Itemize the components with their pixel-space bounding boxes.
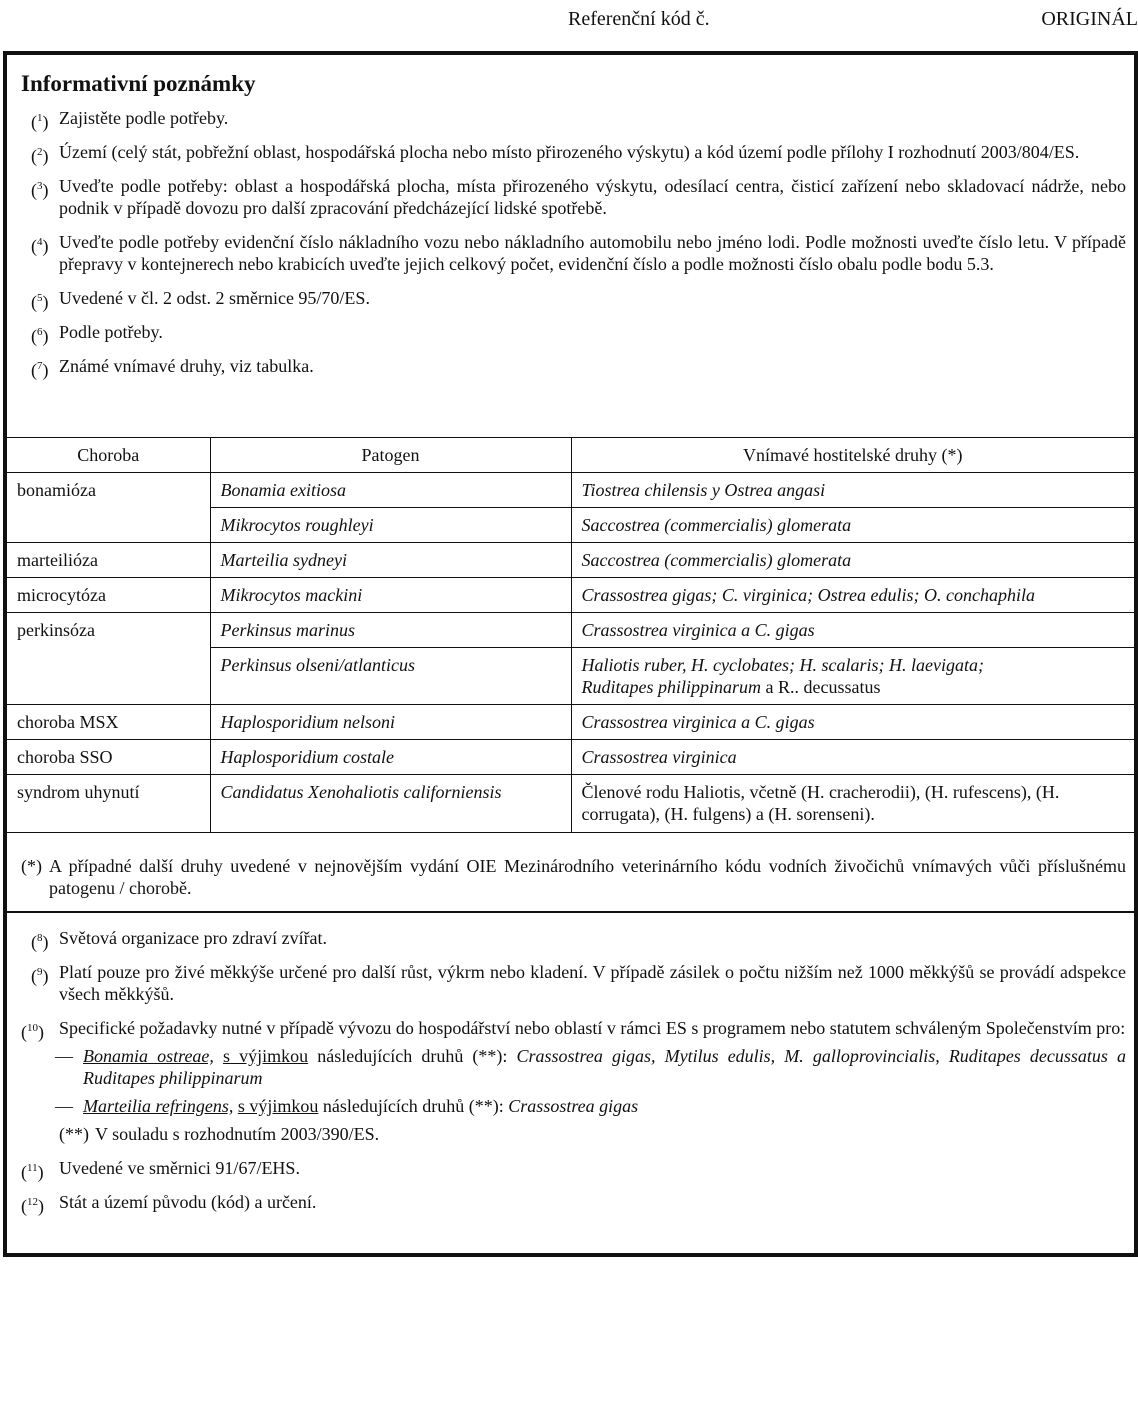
table-row <box>7 613 1134 648</box>
note-12: ($^{12}$) Stát a území původu (kód) a určení. <box>21 1192 317 1216</box>
species-name: Marteilia refringens, <box>83 1096 234 1116</box>
footnote-text: A případné další druhy uvedené v nejnovějším vydání OIE Mezinárodního veterinárního kódu vodních živočichů vnímavých vůči příslušnému patogenu / chorobě. <box>49 856 1126 898</box>
hosts-cell: Saccostrea (commercialis) glomerata <box>571 508 1134 543</box>
table-row <box>7 473 1134 508</box>
notes-frame <box>3 51 1138 1257</box>
hosts-cell: Crassostrea gigas; C. virginica; Ostrea edulis; O. conchaphila <box>571 578 1134 613</box>
hosts-cell <box>571 648 1134 705</box>
note-10: ($^{10}$) Specifické požadavky nutné v případě vývozu do hospodářství nebo oblastí v rámci ES s programem nebo statutem schváleným Společenstvím pro: <box>21 1018 1126 1042</box>
pathogen-cell: Mikrocytos mackini <box>210 578 571 613</box>
hosts-line-2b: a R.. decussatus <box>765 677 881 697</box>
hosts-cell: Členové rodu Haliotis, včetně (H. cracherodii), (H. rufescens), (H. corrugata), (H. fulgens) a (H. sorenseni). <box>571 775 1134 833</box>
pathogen-cell: Marteilia sydneyi <box>210 543 571 578</box>
pathogen-cell: Perkinsus olseni/atlanticus <box>210 648 571 705</box>
disease-cell: marteilióza <box>7 543 210 578</box>
hosts-line-2a: Ruditapes philippinarum <box>581 677 761 697</box>
original-label: ORIGINÁL <box>1041 8 1138 30</box>
col-header-disease: Choroba <box>7 438 210 473</box>
hosts-cell: Crassostrea virginica <box>571 740 1134 775</box>
hosts-cell: Crassostrea virginica a C. gigas <box>571 613 1134 648</box>
double-star-note: (**) V souladu s rozhodnutím 2003/390/ES. <box>59 1124 380 1144</box>
disease-cell: microcytóza <box>7 578 210 613</box>
hosts-cell: Crassostrea virginica a C. gigas <box>571 705 1134 740</box>
notes-list-2 <box>7 927 1134 1225</box>
table-row <box>7 775 1134 833</box>
section-title: Informativní poznámky <box>21 71 256 96</box>
dash-item-1: — Bonamia ostreae, s výjimkou následujících druhů (**): Crassostrea gigas, Mytilus edulis, M. galloprovincialis, Ruditapes decussatus a Ruditapes philippinarum <box>55 1046 1127 1088</box>
col-header-hosts: Vnímavé hostitelské druhy (*) <box>571 438 1134 473</box>
note-1: ($^1$) Zajistěte podle potřeby. <box>31 108 229 132</box>
note-2: ($^2$) Území (celý stát, pobřežní oblast, hospodářská plocha nebo místo přirozeného výskytu) a kód území podle přílohy I rozhodnutí 2003/804/ES. <box>31 142 1080 166</box>
pathogen-cell: Perkinsus marinus <box>210 613 571 648</box>
hosts-line-1: Haliotis ruber, H. cyclobates; H. scalaris; H. laevigata; <box>581 655 984 675</box>
note-6: ($^6$) Podle potřeby. <box>31 322 163 346</box>
disease-cell: syndrom uhynutí <box>7 775 210 833</box>
note-8: ($^8$) Světová organizace pro zdraví zvířat. <box>31 928 328 952</box>
species-name: Bonamia ostreae, <box>83 1046 214 1066</box>
page-header <box>0 8 1138 36</box>
note-5: ($^5$) Uvedené v čl. 2 odst. 2 směrnice 95/70/ES. <box>31 288 370 312</box>
table-footnote <box>7 849 1134 913</box>
table-row <box>7 705 1134 740</box>
susceptible-species-table <box>7 437 1134 833</box>
disease-cell: choroba SSO <box>7 740 210 775</box>
note-9: ($^9$) Platí pouze pro živé měkkýše určené pro další růst, výkrm nebo kladení. V případě zásilek o počtu nižším než 1000 měkkýšů se provádí adspekce všech měkkýšů. <box>31 962 1126 1004</box>
table-row <box>7 543 1134 578</box>
pathogen-cell: Haplosporidium nelsoni <box>210 705 571 740</box>
reference-code-label: Referenční kód č. <box>568 8 710 30</box>
note-4: ($^4$) Uveďte podle potřeby evidenční číslo nákladního vozu nebo nákladního automobilu nebo jméno lodi. Podle možnosti uveďte číslo letu. V případě přepravy v kontejnerech nebo krabicích uveďte jejich celkový počet, evidenční číslo a podle možnosti číslo obalu podle bodu 5.3. <box>31 232 1126 274</box>
note-3: ($^3$) Uveďte podle potřeby: oblast a hospodářská plocha, místa přirozeného výskytu, odesílací centra, čisticí zařízení nebo skladovací nádrže, nebo podnik v případě dovozu pro další zpracování předcházející lidské spotřebě. <box>31 176 1126 218</box>
table-row <box>7 740 1134 775</box>
hosts-cell: Tiostrea chilensis y Ostrea angasi <box>571 473 1134 508</box>
table-header-row <box>7 438 1134 473</box>
dash-item-2: — Marteilia refringens, s výjimkou následujících druhů (**): Crassostrea gigas <box>55 1096 639 1116</box>
notes-list-1 <box>7 107 1134 389</box>
col-header-pathogen: Patogen <box>210 438 571 473</box>
note-11: ($^{11}$) Uvedené ve směrnici 91/67/EHS. <box>21 1158 300 1182</box>
pathogen-cell: Haplosporidium costale <box>210 740 571 775</box>
disease-cell: choroba MSX <box>7 705 210 740</box>
table-row <box>7 578 1134 613</box>
pathogen-cell: Mikrocytos roughleyi <box>210 508 571 543</box>
pathogen-cell: Candidatus Xenohaliotis californiensis <box>210 775 571 833</box>
disease-cell: perkinsóza <box>7 613 210 705</box>
hosts-cell: Saccostrea (commercialis) glomerata <box>571 543 1134 578</box>
footnote-mark: (*) <box>21 856 42 876</box>
disease-cell: bonamióza <box>7 473 210 543</box>
note-7: ($^7$) Známé vnímavé druhy, viz tabulka. <box>31 356 314 380</box>
pathogen-cell: Bonamia exitiosa <box>210 473 571 508</box>
